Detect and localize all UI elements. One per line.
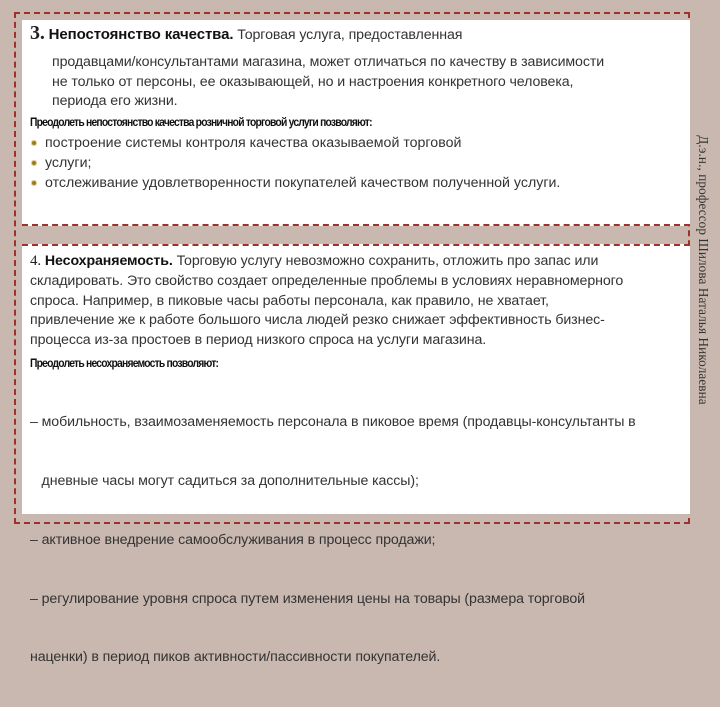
list-item: отслеживание удовлетворенности покупателей качеством полученной услуги.	[31, 173, 671, 193]
bullet-icon	[31, 160, 37, 166]
section-3-heading	[30, 24, 462, 46]
section-4-measures	[30, 374, 636, 707]
section-3-body	[52, 53, 604, 112]
section-3-lead: Преодолеть непостоянство качества розничной торговой услуги позволяют:	[30, 115, 372, 129]
section-3-line: продавцами/консультантами магазина, может отличаться по качеству в зависимости	[52, 54, 605, 70]
section-4-number: 4.	[30, 253, 42, 269]
section-4-text-first: Торговую услугу невозможно сохранить, отложить про запас или	[176, 253, 599, 269]
section-3-number: 3.	[30, 22, 45, 44]
author-name: Д.э.н., профессор Шилова Наталья Николаевна	[696, 135, 711, 405]
list-item: – активное внедрение самообслуживания в процесс продажи;	[30, 531, 436, 548]
section-4-title: Несохраняемость.	[44, 253, 173, 269]
bullet-icon	[31, 180, 37, 186]
section-4-line: складировать. Это свойство создает определенные проблемы в условиях неравномерного	[30, 273, 624, 289]
section-3-text-first: Торговая услуга, предоставленная	[237, 27, 463, 43]
section-3-line: не только от персоны, ее оказывающей, но и настроения конкретного человека,	[52, 73, 574, 90]
list-item: построение системы контроля качества оказываемой торговой	[31, 133, 671, 153]
section-4-line: привлечение же к работе большого числа людей резко снижает эффективность бизнес-	[30, 312, 605, 329]
section-4-line: процесса из-за простоев в период низкого спроса на услуги магазина.	[30, 331, 487, 348]
author-side-label	[686, 20, 720, 520]
section-3-line: периода его жизни.	[52, 93, 178, 110]
section-3-title: Непостоянство качества.	[48, 26, 234, 43]
list-item: – регулирование уровня спроса путем изменения цены на товары (размера торговой	[30, 590, 586, 607]
list-item: наценки) в период пиков активности/пассивности покупателей.	[30, 649, 441, 666]
section-4-line: спроса. Например, в пиковые часы работы персонала, как правило, не хватает,	[30, 292, 549, 309]
bullet-icon	[31, 140, 37, 146]
section-4-body	[30, 272, 623, 350]
section-3-panel	[22, 20, 690, 226]
list-item: дневные часы могут садиться за дополнительные кассы);	[30, 472, 419, 489]
section-4-panel	[22, 244, 690, 666]
section-4-heading	[30, 252, 598, 272]
section-3-bullet-list	[31, 133, 671, 193]
section-4-lead: Преодолеть несохраняемость позволяют:	[30, 356, 219, 370]
list-item: услуги;	[31, 153, 671, 173]
list-item: – мобильность, взаимозаменяемость персонала в пиковое время (продавцы-консультанты в	[30, 414, 636, 431]
